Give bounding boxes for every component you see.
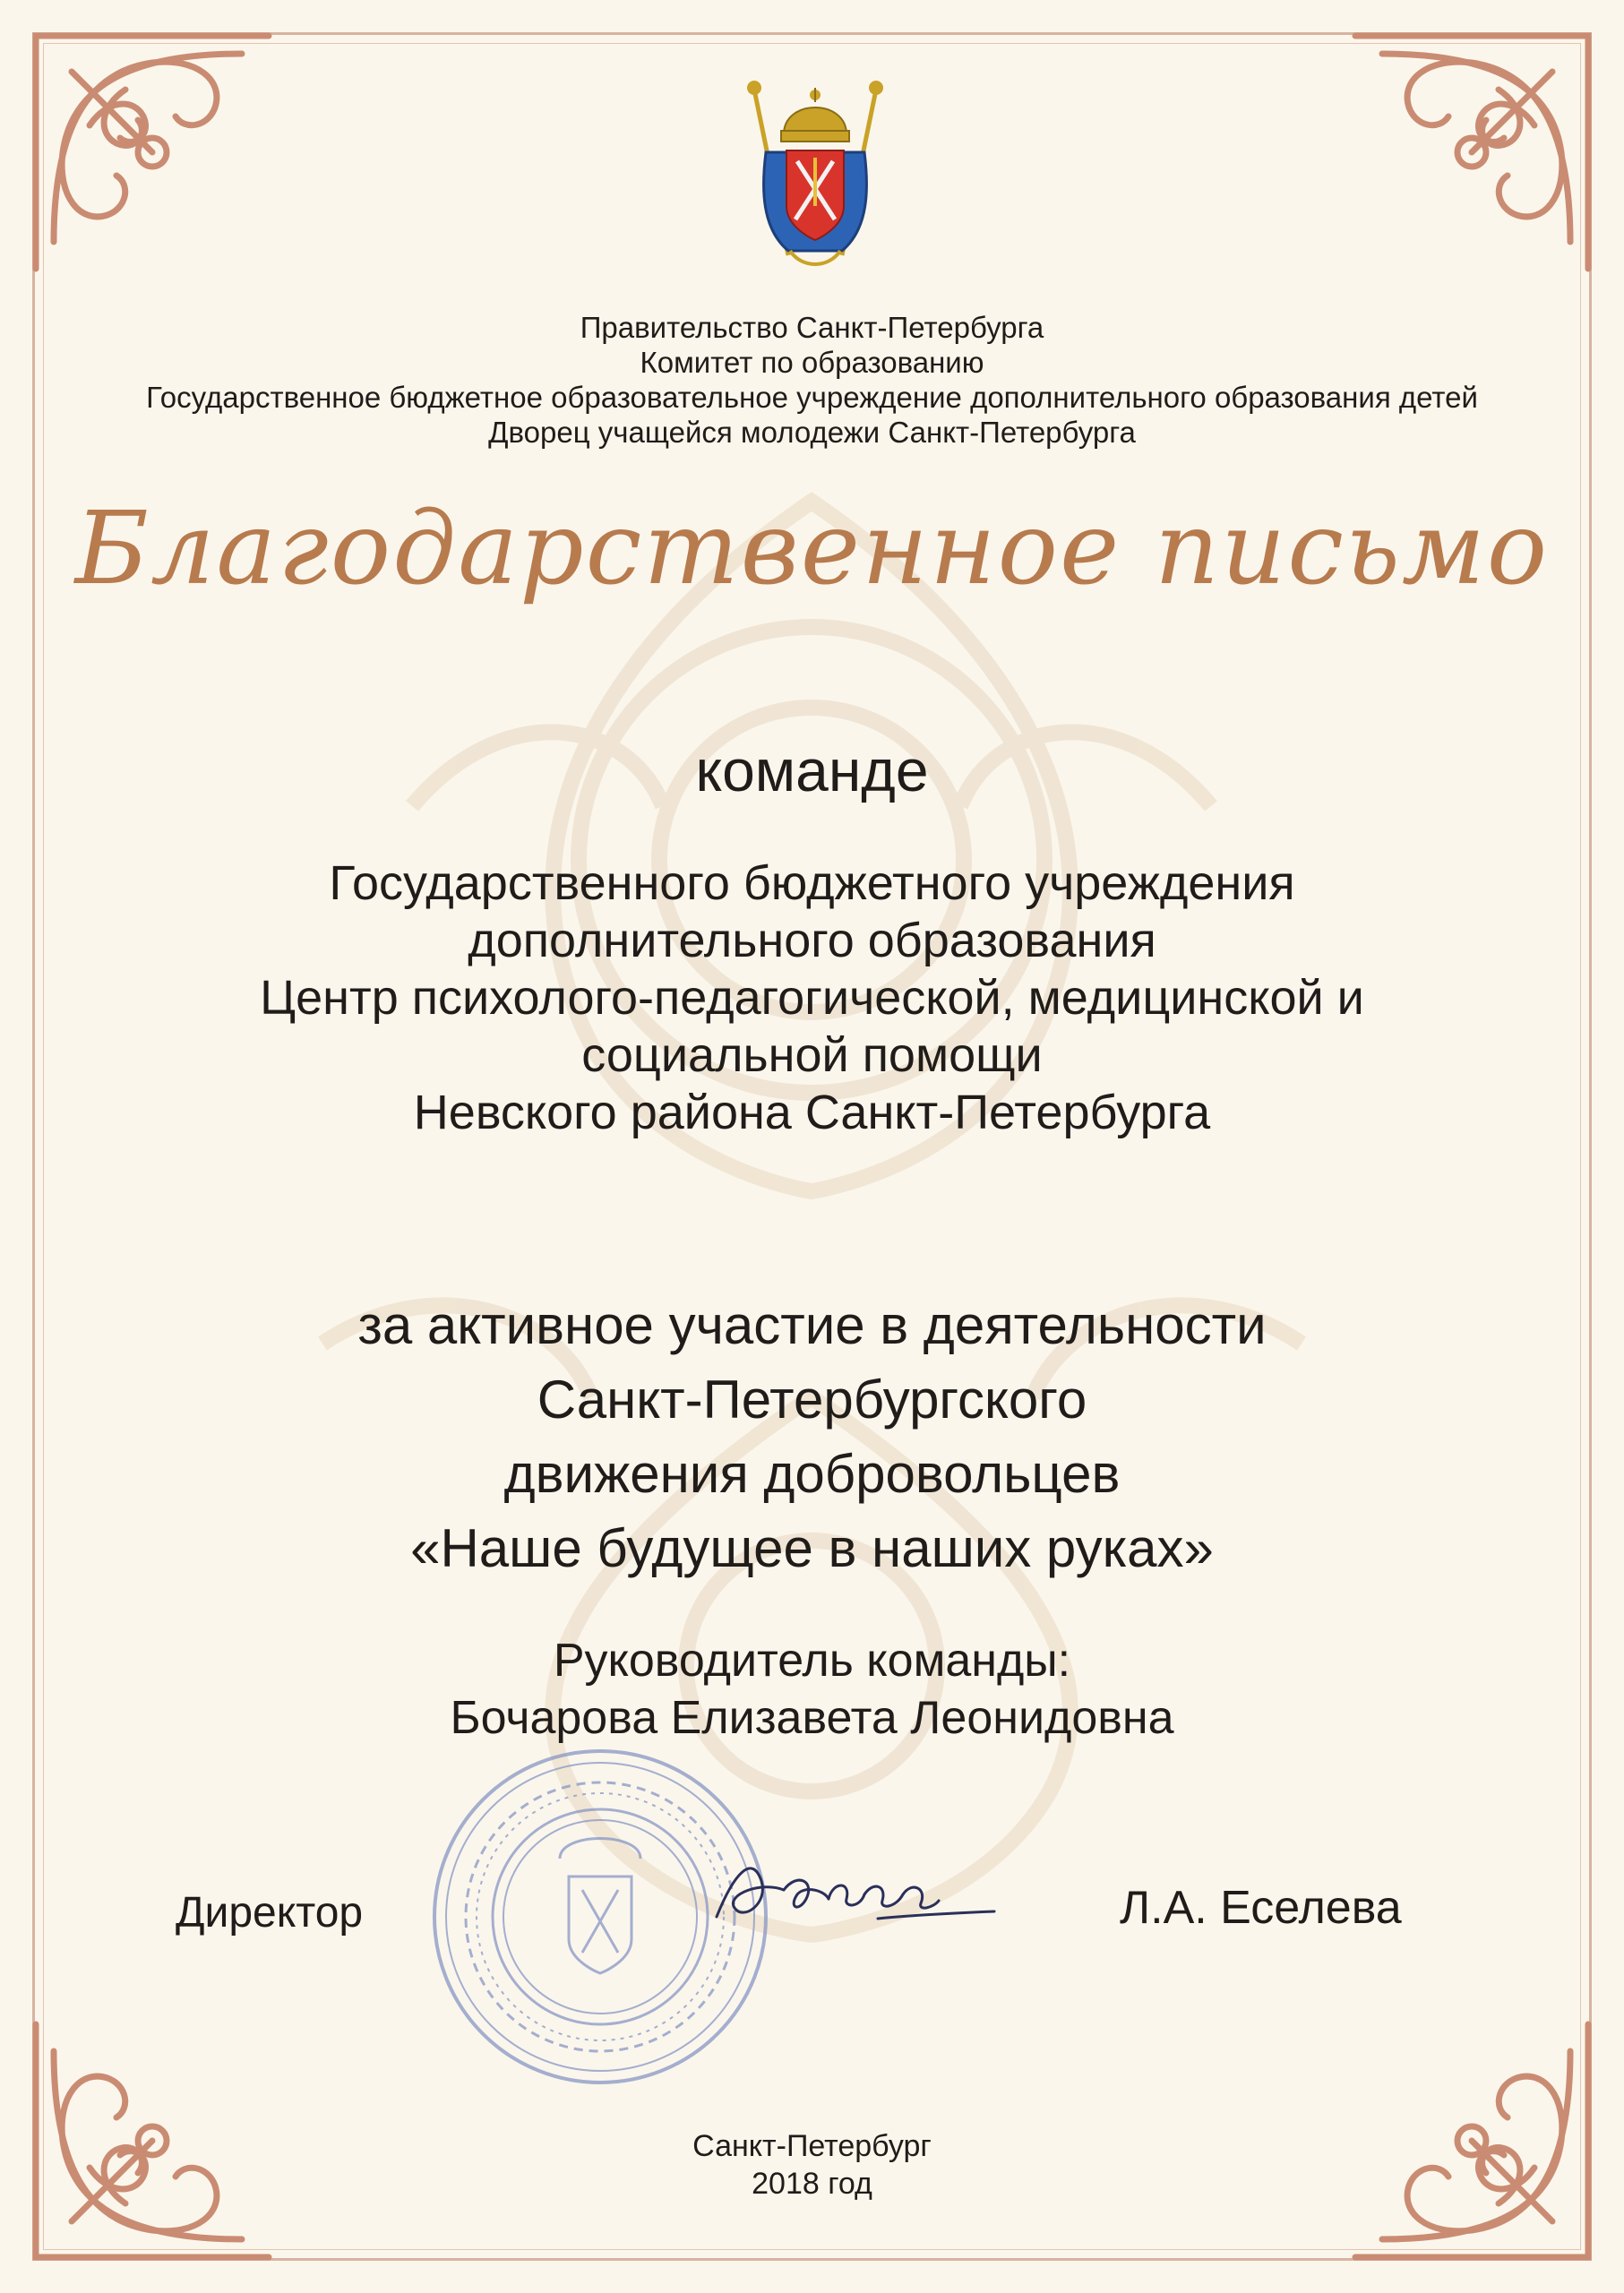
- issuer-line: Государственное бюджетное образовательное учреждение дополнительного образования детей: [146, 381, 1478, 414]
- director-position: Директор: [176, 1889, 364, 1937]
- organization-line: Невского района Санкт-Петербурга: [413, 1086, 1211, 1139]
- organization-line: дополнительного образования: [468, 914, 1156, 967]
- issuer-line: Дворец учащейся молодежи Санкт-Петербурга: [488, 416, 1136, 449]
- director-name: Л.А. Еселева: [1120, 1882, 1402, 1934]
- reason-line: «Наше будущее в наших руках»: [410, 1518, 1214, 1578]
- year: 2018 год: [752, 2167, 872, 2201]
- leader-label: Руководитель команды:: [553, 1635, 1071, 1687]
- issuer-header: [0, 310, 1624, 450]
- team-leader: [0, 1632, 1624, 1747]
- signature-row: [0, 1882, 1624, 1978]
- corner-ornament-icon: [18, 18, 287, 287]
- recipient-label: команде: [695, 737, 929, 803]
- reason-line: Санкт-Петербургского: [537, 1370, 1087, 1430]
- recipient-organization: [0, 855, 1624, 1141]
- saint-petersburg-coat-of-arms-icon: [735, 72, 896, 278]
- organization-line: Центр психолого-педагогической, медицинской и: [260, 971, 1364, 1025]
- organization-line: Государственного бюджетного учреждения: [329, 856, 1295, 910]
- corner-ornament-icon: [1337, 18, 1606, 287]
- document-title: Благодарственное письмо: [74, 491, 1550, 607]
- organization-line: социальной помощи: [581, 1028, 1043, 1082]
- award-reason: [0, 1288, 1624, 1585]
- place-and-date: [0, 2127, 1624, 2203]
- city: Санкт-Петербург: [692, 2129, 932, 2163]
- reason-line: движения добровольцев: [503, 1444, 1121, 1504]
- issuer-line: Комитет по образованию: [640, 346, 984, 379]
- reason-line: за активное участие в деятельности: [357, 1295, 1267, 1355]
- leader-name: Бочарова Елизавета Леонидовна: [450, 1692, 1174, 1744]
- issuer-line: Правительство Санкт-Петербурга: [580, 311, 1044, 344]
